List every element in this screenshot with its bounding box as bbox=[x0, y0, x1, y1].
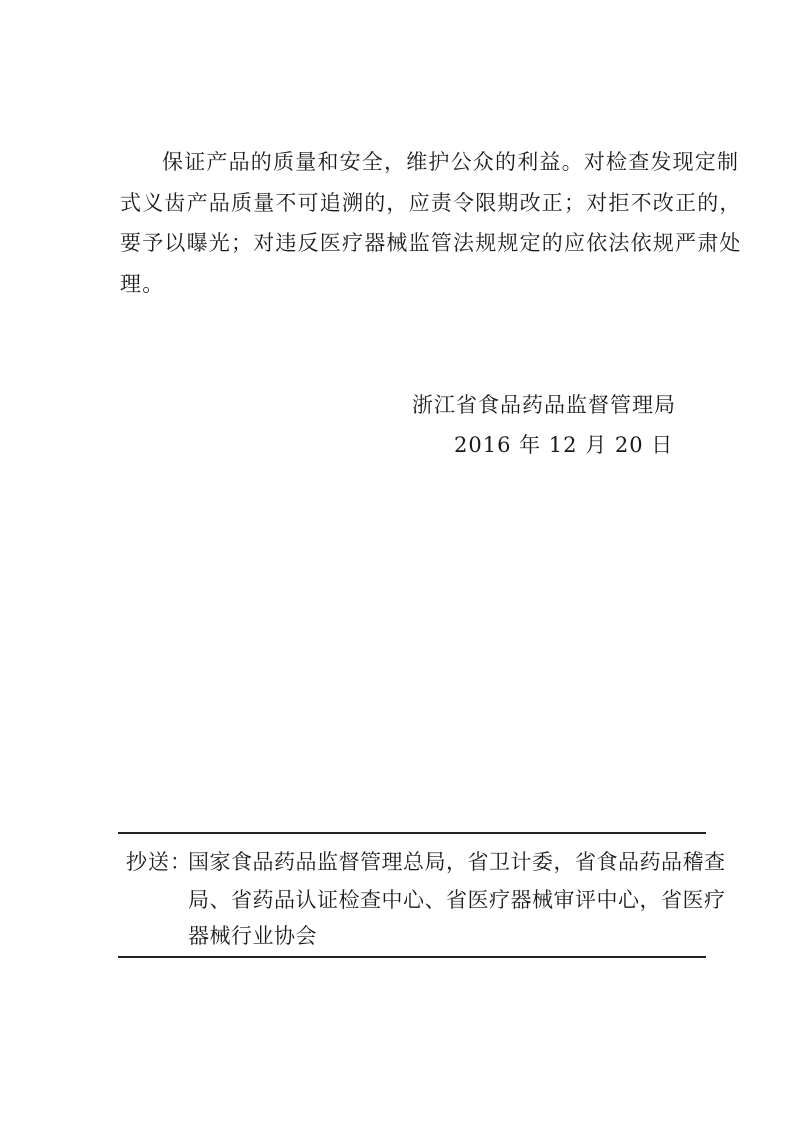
cc-top-rule bbox=[118, 832, 706, 834]
signature-block bbox=[380, 385, 700, 465]
cc-recipient-line: 国家食品药品监督管理总局，省卫计委，省食品药品稽查 bbox=[188, 850, 726, 874]
cc-recipient-line: 器械行业协会 bbox=[188, 924, 317, 948]
cc-bottom-rule bbox=[118, 956, 706, 958]
cc-section bbox=[118, 832, 726, 956]
issue-date: 2016 年 12 月 20 日 bbox=[454, 433, 674, 457]
cc-recipients bbox=[188, 842, 726, 954]
body-line: 式义齿产品质量不可追溯的，应责令限期改正；对拒不改正的， bbox=[120, 190, 742, 215]
body-line: 理。 bbox=[120, 271, 165, 296]
body-line: 保证产品的质量和安全，维护公众的利益。对检查发现定制 bbox=[162, 150, 740, 174]
body-line: 要予以曝光；对违反医疗器械监管法规规定的应依法依规严肃处 bbox=[120, 231, 742, 255]
body-paragraph bbox=[120, 142, 742, 304]
cc-label: 抄送： bbox=[126, 850, 192, 874]
cc-recipient-line: 局、省药品认证检查中心、省医疗器械审评中心，省医疗 bbox=[188, 888, 726, 912]
issuing-organization: 浙江省食品药品监督管理局 bbox=[412, 393, 676, 417]
